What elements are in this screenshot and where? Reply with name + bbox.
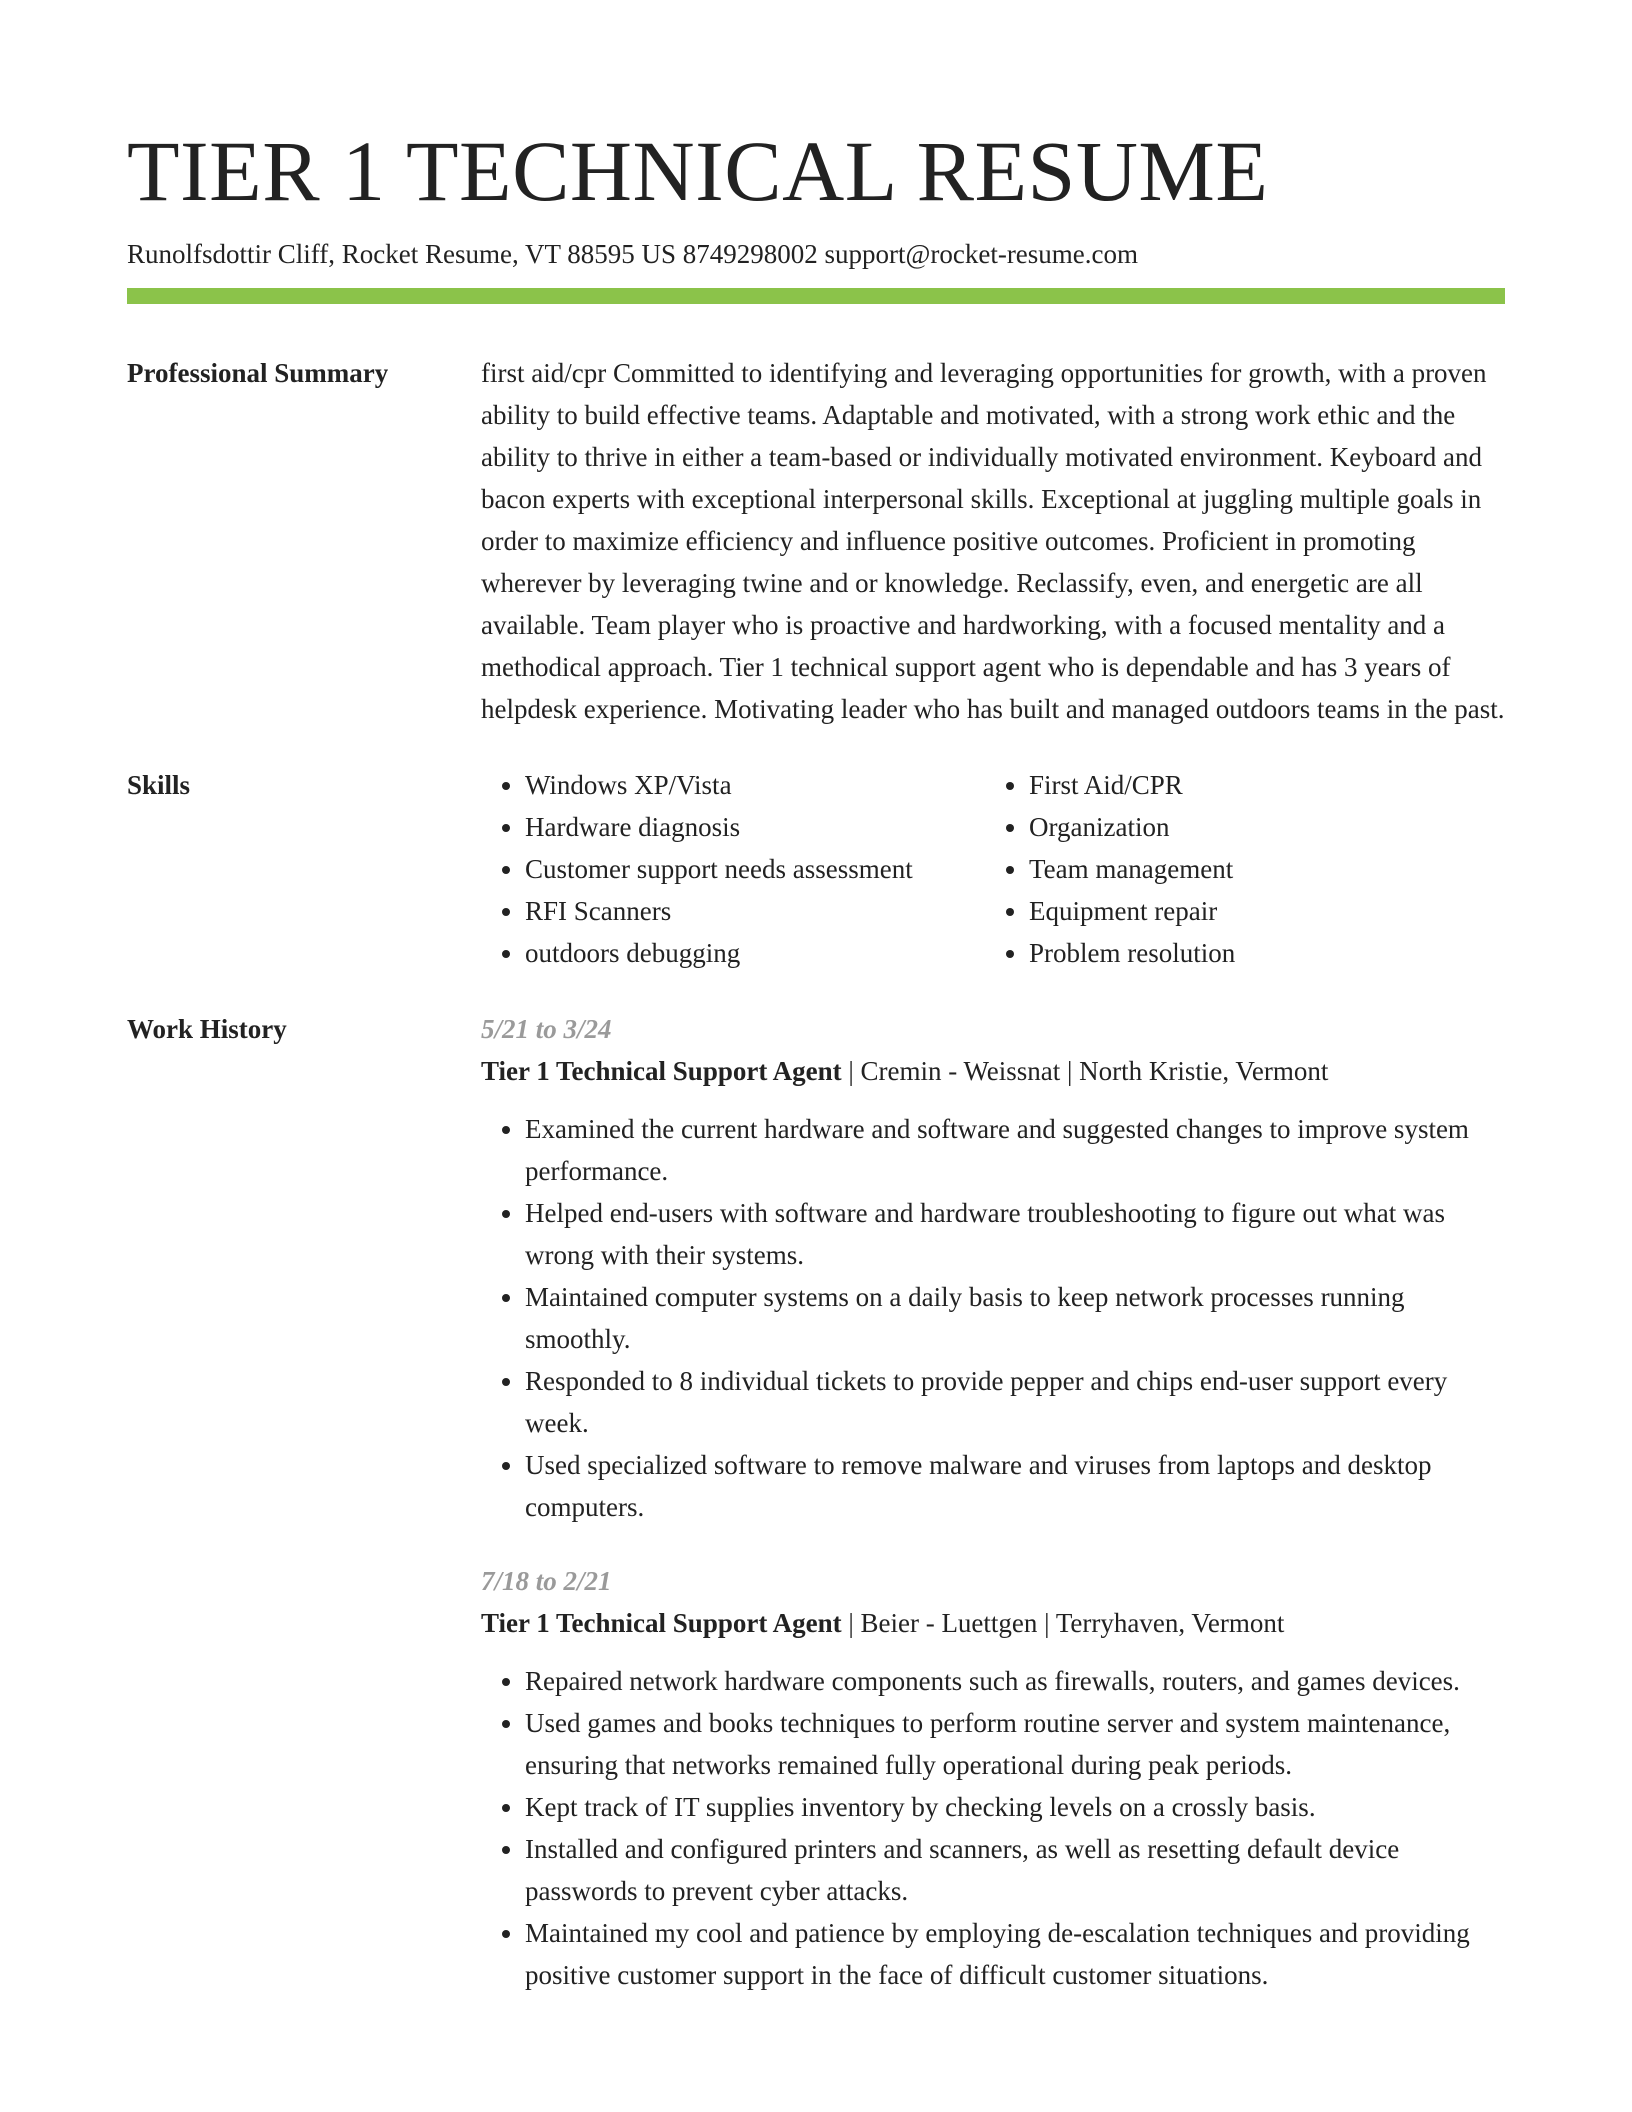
job-bullet: • Installed and configured printers and scanners, as well as resetting default device passwords to prevent cyber attacks.: [525, 1828, 1505, 1912]
job-entry: [481, 1560, 1505, 1996]
skill-item: • Hardware diagnosis: [525, 806, 985, 848]
job-bullet: • Maintained my cool and patience by employing de-escalation techniques and providing positive customer support in the face of difficult customer situations.: [525, 1912, 1505, 1996]
job-bullet: • Helped end-users with software and hardware troubleshooting to figure out what was wrong with their systems.: [525, 1192, 1505, 1276]
job-bullet: • Used games and books techniques to perform routine server and system maintenance, ensuring that networks remained fully operational during peak periods.: [525, 1702, 1505, 1786]
contact-line: Runolfsdottir Cliff, Rocket Resume, VT 88595 US 8749298002 support@rocket-resume.com: [127, 239, 1139, 269]
work-history-label: Work History: [127, 1014, 287, 1044]
skill-item: • Equipment repair: [1029, 890, 1489, 932]
job-bullet: • Maintained computer systems on a daily basis to keep network processes running smoothly.: [525, 1276, 1505, 1360]
job-dates: 7/18 to 2/21: [481, 1566, 612, 1596]
job-bullet: • Kept track of IT supplies inventory by checking levels on a crossly basis.: [525, 1786, 1505, 1828]
skills-list-left: [481, 764, 985, 974]
job-heading: [481, 1602, 1505, 1644]
summary-label: Professional Summary: [127, 358, 389, 388]
job-title: Tier 1 Technical Support Agent: [481, 1608, 842, 1638]
job-bullet: • Used specialized software to remove malware and viruses from laptops and desktop computers.: [525, 1444, 1505, 1528]
skills-label: Skills: [127, 770, 191, 800]
skill-item: • outdoors debugging: [525, 932, 985, 974]
header-divider: [127, 288, 1505, 304]
summary-section: [127, 352, 1505, 730]
job-entry: [481, 1008, 1505, 1528]
resume-title: TIER 1 TECHNICAL RESUME: [127, 123, 1269, 219]
work-history-section: [127, 1008, 1505, 1996]
job-bullets: [481, 1108, 1505, 1528]
skills-list-right: [985, 764, 1489, 974]
skill-item: • First Aid/CPR: [1029, 764, 1489, 806]
skill-item: • Problem resolution: [1029, 932, 1489, 974]
skill-item: • Team management: [1029, 848, 1489, 890]
summary-text: first aid/cpr Committed to identifying and leveraging opportunities for growth, with a proven ability to build effective teams. Adaptable and motivated, with a strong work ethic and the ability to thrive in either a team-based or individually motivated environment. Keyboard and bacon experts with exceptional interpersonal skills. Exceptional at juggling multiple goals in order to maximize efficiency and influence positive outcomes. Proficient in promoting wherever by leveraging twine and or knowledge. Reclassify, even, and energetic are all available. Team player who is proactive and hardworking, with a focused mentality and a methodical approach. Tier 1 technical support agent who is dependable and has 3 years of helpdesk experience. Motivating leader who has built and managed outdoors teams in the past.: [481, 358, 1505, 724]
skills-section: [127, 764, 1505, 974]
job-details: | Beier - Luettgen | Terryhaven, Vermont: [841, 1608, 1285, 1638]
job-dates: 5/21 to 3/24: [481, 1014, 612, 1044]
job-details: | Cremin - Weissnat | North Kristie, Vermont: [841, 1056, 1329, 1086]
skill-item: • Organization: [1029, 806, 1489, 848]
job-bullet: • Repaired network hardware components such as firewalls, routers, and games devices.: [525, 1660, 1505, 1702]
resume-page: [127, 118, 1505, 1996]
job-bullet: • Examined the current hardware and software and suggested changes to improve system performance.: [525, 1108, 1505, 1192]
job-title: Tier 1 Technical Support Agent: [481, 1056, 842, 1086]
job-bullet: • Responded to 8 individual tickets to provide pepper and chips end-user support every week.: [525, 1360, 1505, 1444]
skill-item: • Windows XP/Vista: [525, 764, 985, 806]
job-bullets: [481, 1660, 1505, 1996]
job-heading: [481, 1050, 1505, 1092]
skill-item: • RFI Scanners: [525, 890, 985, 932]
skill-item: • Customer support needs assessment: [525, 848, 985, 890]
